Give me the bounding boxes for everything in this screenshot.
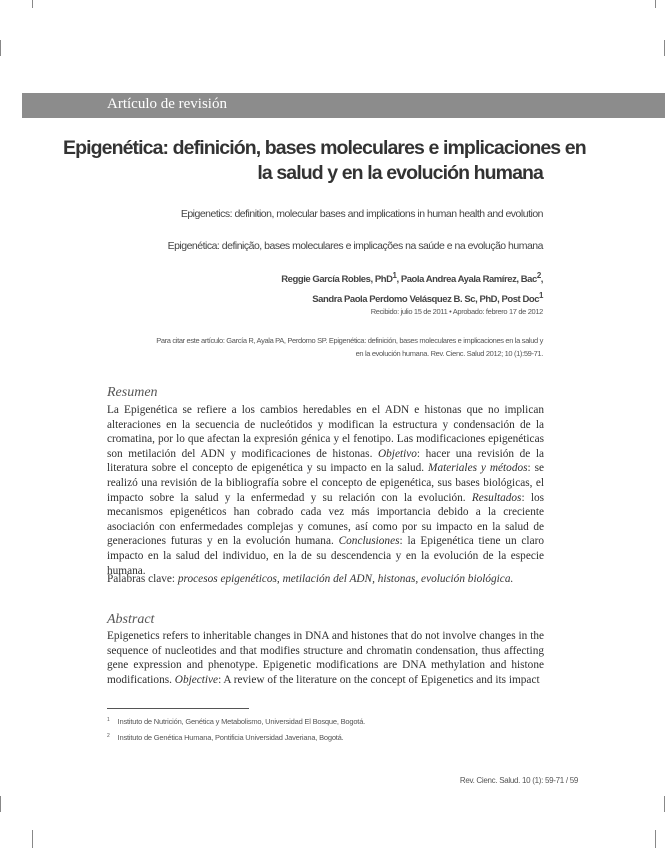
resumen-text: : los mecanismos epigenéticos han cobrado cada vez más importancia debido a la creciente asociación con enfermedades complejas y comunes, así como por su impacto en la salud de generaciones futuras y en la evolución humana. bbox=[107, 491, 545, 548]
citation-line: en la evolución humana. Rev. Cienc. Salud 2012; 10 (1):59-71. bbox=[355, 349, 543, 358]
affiliation-marker: 1 bbox=[392, 271, 397, 280]
footnote-number: 1 bbox=[107, 717, 110, 723]
crop-mark bbox=[32, 830, 33, 848]
affiliation-marker: 1 bbox=[539, 291, 543, 301]
crop-mark bbox=[0, 796, 1, 812]
resumen-text: : se realizó una revisión de la bibliografía sobre el concepto de epigenética, sus bases biológicas, el impacto sobre la salud y la enfermedad y su relación con la evolución. bbox=[107, 462, 544, 504]
author-name: Reggie García Robles, PhD bbox=[281, 274, 393, 286]
author-line bbox=[281, 288, 543, 308]
author-separator: , bbox=[396, 274, 401, 286]
crop-mark bbox=[32, 0, 33, 8]
section-banner-label: Artículo de revisión bbox=[107, 96, 227, 112]
keywords-terms: procesos epigenéticos, metilación del ADN, histonas, evolución biológica. bbox=[177, 573, 514, 585]
article-title bbox=[63, 136, 586, 186]
resumen-body bbox=[107, 403, 544, 578]
citation-line: Para citar este artículo: García R, Ayala PA, Perdomo SP. Epigenética: definición, bases moleculares e implicaciones en la salud y bbox=[156, 336, 543, 345]
title-portuguese: Epigenética: definição, bases moleculares e implicações na saúde e na evolução humana bbox=[167, 240, 543, 252]
footnote-text: Instituto de Nutrición, Genética y Metabolismo, Universidad El Bosque, Bogotá. bbox=[117, 717, 366, 726]
abstract-heading: Abstract bbox=[107, 612, 155, 627]
resumen-label: Materiales y métodos bbox=[428, 462, 528, 475]
resumen-heading: Resumen bbox=[107, 385, 158, 400]
abstract-label: Objective bbox=[174, 673, 219, 686]
resumen-label: Objetivo bbox=[378, 447, 417, 460]
author-line bbox=[281, 268, 543, 288]
crop-mark bbox=[655, 0, 656, 8]
affiliation-marker: 2 bbox=[536, 271, 541, 280]
author-name: Paola Andrea Ayala Ramírez, Bac bbox=[400, 274, 537, 286]
resumen-label: Conclusiones bbox=[338, 535, 400, 548]
keywords-label: Palabras clave: bbox=[107, 573, 178, 585]
section-banner bbox=[22, 93, 665, 118]
received-approved-dates: Recibido: julio 15 de 2011 • Aprobado: febrero 17 de 2012 bbox=[370, 307, 543, 316]
footnote-divider bbox=[107, 708, 249, 709]
footnote-text: Instituto de Genética Humana, Pontificia Universidad Javeriana, Bogotá. bbox=[117, 733, 344, 742]
resumen-text: : la Epigenética tiene un claro impacto en la salud del individuo, en la de su descendencia y en la evolución de la especie humana. bbox=[107, 535, 544, 577]
footnote-number: 2 bbox=[107, 733, 110, 739]
citation-note bbox=[143, 334, 543, 360]
article-title-line: Epigenética: definición, bases moleculares e implicaciones en bbox=[63, 137, 586, 159]
resumen-text: : hacer una revisión de la literatura sobre el concepto de epigenética y su impacto en la salud. bbox=[107, 447, 545, 475]
author-list bbox=[281, 268, 543, 308]
author-name: Sandra Paola Perdomo Velásquez B. Sc, PhD, Post Doc bbox=[312, 294, 540, 306]
crop-mark bbox=[0, 40, 1, 56]
resumen-label: Resultados bbox=[471, 491, 522, 504]
crop-mark bbox=[655, 830, 656, 848]
article-title-line: la salud y en la evolución humana bbox=[257, 162, 543, 184]
abstract-body bbox=[107, 629, 544, 687]
abstract-text: Epigenetics refers to inheritable changes in DNA and histones that do not involve changes in the sequence of nucleotides and that modifies structure and chromatin condensation, thus affecting gene expression and phenotype. Epigenetic modifications are DNA methylation and histone modifications. bbox=[107, 630, 544, 686]
author-separator: , bbox=[540, 274, 543, 286]
footnote bbox=[107, 717, 365, 726]
footnote bbox=[107, 733, 344, 742]
title-english: Epigenetics: definition, molecular bases and implications in human health and evolution bbox=[180, 208, 543, 220]
resumen-text: La Epigenética se refiere a los cambios heredables en el ADN e histonas que no implican alteraciones en la secuencia de nucleótidos y modifican la estructura y condensación de la cromatina, por lo que afectan la expresión génica y el fenotipo. Las modificaciones epigenéticas son metilación del ADN y modificaciones de histonas. bbox=[107, 404, 544, 460]
keywords bbox=[107, 573, 544, 585]
abstract-text: : A review of the literature on the concept of Epigenetics and its impact bbox=[218, 673, 540, 686]
page-folio: Rev. Cienc. Salud. 10 (1): 59-71 / 59 bbox=[459, 776, 578, 785]
